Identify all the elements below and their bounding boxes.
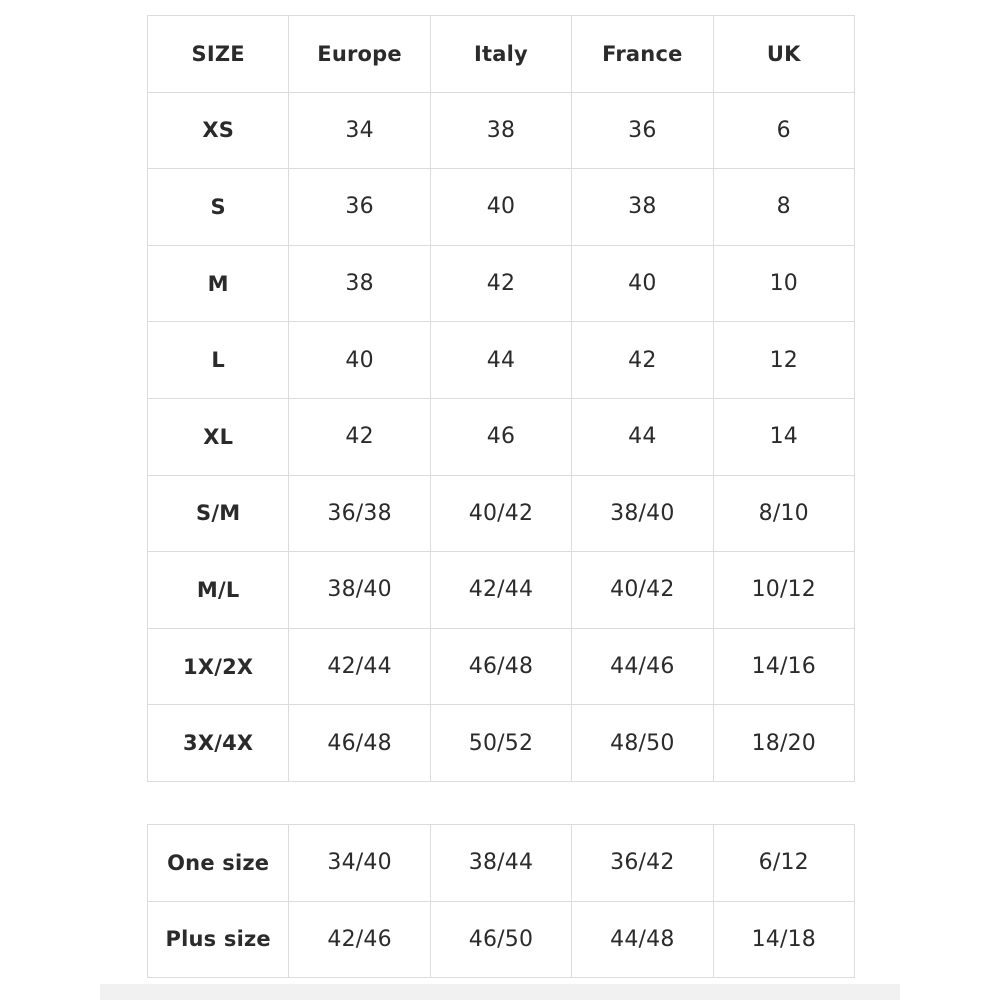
row-size-label: S <box>148 169 289 246</box>
header-uk: UK <box>713 16 854 93</box>
header-europe: Europe <box>289 16 430 93</box>
cell-uk: 6/12 <box>713 825 854 902</box>
table-row <box>148 552 855 629</box>
cell-italy: 46/48 <box>430 628 571 705</box>
cell-italy: 38/44 <box>430 825 571 902</box>
cell-italy: 46 <box>430 398 571 475</box>
bottom-divider-strip <box>100 984 900 1000</box>
cell-uk: 12 <box>713 322 854 399</box>
table-row <box>148 825 855 902</box>
cell-uk: 18/20 <box>713 705 854 782</box>
cell-italy: 42 <box>430 245 571 322</box>
cell-france: 44 <box>572 398 713 475</box>
row-size-label: S/M <box>148 475 289 552</box>
table-row <box>148 628 855 705</box>
cell-europe: 38 <box>289 245 430 322</box>
cell-europe: 36/38 <box>289 475 430 552</box>
cell-france: 38 <box>572 169 713 246</box>
cell-italy: 40/42 <box>430 475 571 552</box>
cell-italy: 46/50 <box>430 901 571 978</box>
cell-italy: 44 <box>430 322 571 399</box>
row-size-label: 1X/2X <box>148 628 289 705</box>
cell-france: 40 <box>572 245 713 322</box>
cell-france: 44/48 <box>572 901 713 978</box>
cell-uk: 14/16 <box>713 628 854 705</box>
table-row <box>148 901 855 978</box>
cell-uk: 10/12 <box>713 552 854 629</box>
cell-europe: 36 <box>289 169 430 246</box>
cell-europe: 40 <box>289 322 430 399</box>
table-row <box>148 322 855 399</box>
table-row <box>148 169 855 246</box>
table-header-row <box>148 16 855 93</box>
one-plus-size-table <box>147 824 855 978</box>
cell-europe: 46/48 <box>289 705 430 782</box>
table-row <box>148 705 855 782</box>
cell-italy: 38 <box>430 92 571 169</box>
cell-france: 38/40 <box>572 475 713 552</box>
cell-europe: 42/44 <box>289 628 430 705</box>
row-size-label: XS <box>148 92 289 169</box>
cell-europe: 42/46 <box>289 901 430 978</box>
cell-uk: 14 <box>713 398 854 475</box>
table-row <box>148 92 855 169</box>
table-row <box>148 245 855 322</box>
size-conversion-table <box>147 15 855 782</box>
cell-france: 48/50 <box>572 705 713 782</box>
row-size-label: One size <box>148 825 289 902</box>
cell-france: 44/46 <box>572 628 713 705</box>
cell-italy: 40 <box>430 169 571 246</box>
cell-europe: 34 <box>289 92 430 169</box>
cell-uk: 10 <box>713 245 854 322</box>
table-row <box>148 398 855 475</box>
cell-france: 42 <box>572 322 713 399</box>
row-size-label: 3X/4X <box>148 705 289 782</box>
row-size-label: M <box>148 245 289 322</box>
cell-uk: 8/10 <box>713 475 854 552</box>
cell-uk: 6 <box>713 92 854 169</box>
table-row <box>148 475 855 552</box>
cell-france: 36/42 <box>572 825 713 902</box>
cell-europe: 38/40 <box>289 552 430 629</box>
header-italy: Italy <box>430 16 571 93</box>
row-size-label: Plus size <box>148 901 289 978</box>
header-france: France <box>572 16 713 93</box>
row-size-label: M/L <box>148 552 289 629</box>
row-size-label: L <box>148 322 289 399</box>
header-size: SIZE <box>148 16 289 93</box>
cell-italy: 50/52 <box>430 705 571 782</box>
cell-europe: 42 <box>289 398 430 475</box>
cell-uk: 8 <box>713 169 854 246</box>
row-size-label: XL <box>148 398 289 475</box>
cell-france: 40/42 <box>572 552 713 629</box>
cell-italy: 42/44 <box>430 552 571 629</box>
cell-uk: 14/18 <box>713 901 854 978</box>
cell-france: 36 <box>572 92 713 169</box>
cell-europe: 34/40 <box>289 825 430 902</box>
